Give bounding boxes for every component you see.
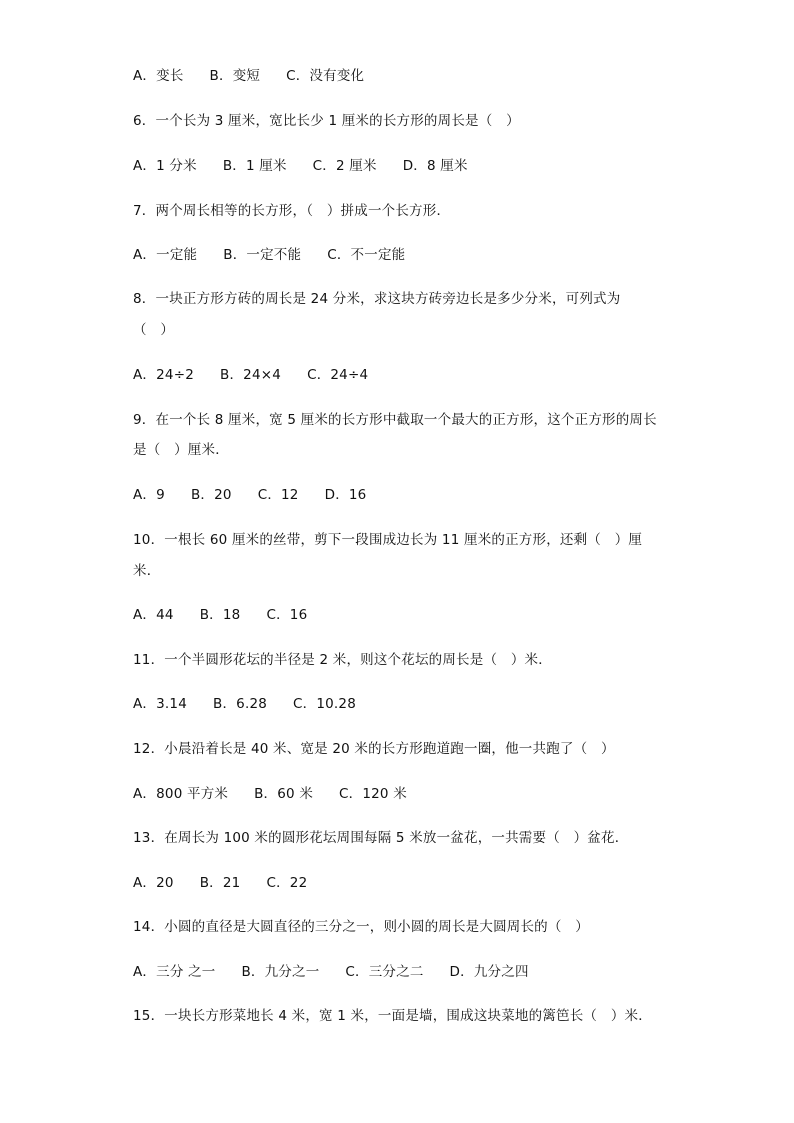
option-d: D．8 厘米 [402, 158, 468, 174]
question-12: 12．小晨沿着长是 40 米、宽是 20 米的长方形跑道跑一圈，他一共跑了（ ） [133, 741, 615, 757]
question-8-line-2: （ ） [133, 322, 175, 338]
q11-options [133, 694, 356, 714]
option-c: C．12 [257, 487, 299, 503]
option-c: C．120 米 [339, 786, 407, 802]
option-b: B．九分之一 [241, 964, 320, 980]
question-9-line-2: 是（ ）厘米． [133, 442, 229, 458]
option-b: B．18 [199, 607, 241, 623]
option-c: C．不一定能 [327, 247, 406, 263]
option-a: A．3.14 [133, 696, 187, 712]
option-b: B．24×4 [220, 367, 282, 383]
option-b: B．20 [190, 487, 232, 503]
question-8-line-1: 8．一块正方形方砖的周长是 24 分米，求这块方砖旁边长是多少分米，可列式为 [133, 291, 621, 307]
option-c: C．没有变化 [286, 68, 365, 84]
option-b: B．变短 [209, 68, 261, 84]
q9-options [133, 485, 366, 505]
option-a: A．20 [133, 875, 174, 891]
question-6: 6．一个长为 3 厘米，宽比长少 1 厘米的长方形的周长是（ ） [133, 113, 520, 129]
q5-options [133, 66, 364, 86]
q7-options [133, 245, 405, 265]
question-13: 13．在周长为 100 米的圆形花坛周围每隔 5 米放一盆花，一共需要（ ）盆花． [133, 830, 629, 846]
option-a: A．变长 [133, 68, 184, 84]
q6-options [133, 156, 468, 176]
option-b: B．60 米 [254, 786, 314, 802]
option-c: C．22 [266, 875, 308, 891]
option-d: D．16 [324, 487, 367, 503]
option-a: A．一定能 [133, 247, 198, 263]
question-14: 14．小圆的直径是大圆直径的三分之一，则小圆的周长是大圆周长的（ ） [133, 919, 589, 935]
option-b: B．6.28 [213, 696, 268, 712]
option-b: B．一定不能 [223, 247, 302, 263]
option-c: C．2 厘米 [312, 158, 377, 174]
option-c: C．16 [266, 607, 308, 623]
question-11: 11．一个半圆形花坛的半径是 2 米，则这个花坛的周长是（ ）米． [133, 652, 552, 668]
option-a: A．三分 之一 [133, 964, 216, 980]
option-c: C．10.28 [293, 696, 357, 712]
q13-options [133, 873, 307, 893]
q10-options [133, 605, 307, 625]
option-d: D．九分之四 [449, 964, 529, 980]
question-9-line-1: 9．在一个长 8 厘米，宽 5 厘米的长方形中截取一个最大的正方形，这个正方形的周长 [133, 412, 657, 428]
q14-options [133, 962, 529, 982]
question-7: 7．两个周长相等的长方形，（ ）拼成一个长方形． [133, 203, 451, 219]
option-a: A．1 分米 [133, 158, 197, 174]
q12-options [133, 784, 407, 804]
option-c: C．三分之二 [345, 964, 424, 980]
option-a: A．44 [133, 607, 174, 623]
option-a: A．24÷2 [133, 367, 195, 383]
option-b: B．1 厘米 [222, 158, 287, 174]
question-15: 15．一块长方形菜地长 4 米，宽 1 米，一面是墙，围成这块菜地的篱笆长（ ）米． [133, 1008, 652, 1024]
question-10-line-2: 米． [133, 563, 161, 579]
question-10-line-1: 10．一根长 60 厘米的丝带，剪下一段围成边长为 11 厘米的正方形，还剩（ ）厘 [133, 532, 643, 548]
option-c: C．24÷4 [307, 367, 369, 383]
option-a: A．9 [133, 487, 165, 503]
q8-options [133, 365, 368, 385]
option-b: B．21 [199, 875, 241, 891]
option-a: A．800 平方米 [133, 786, 229, 802]
